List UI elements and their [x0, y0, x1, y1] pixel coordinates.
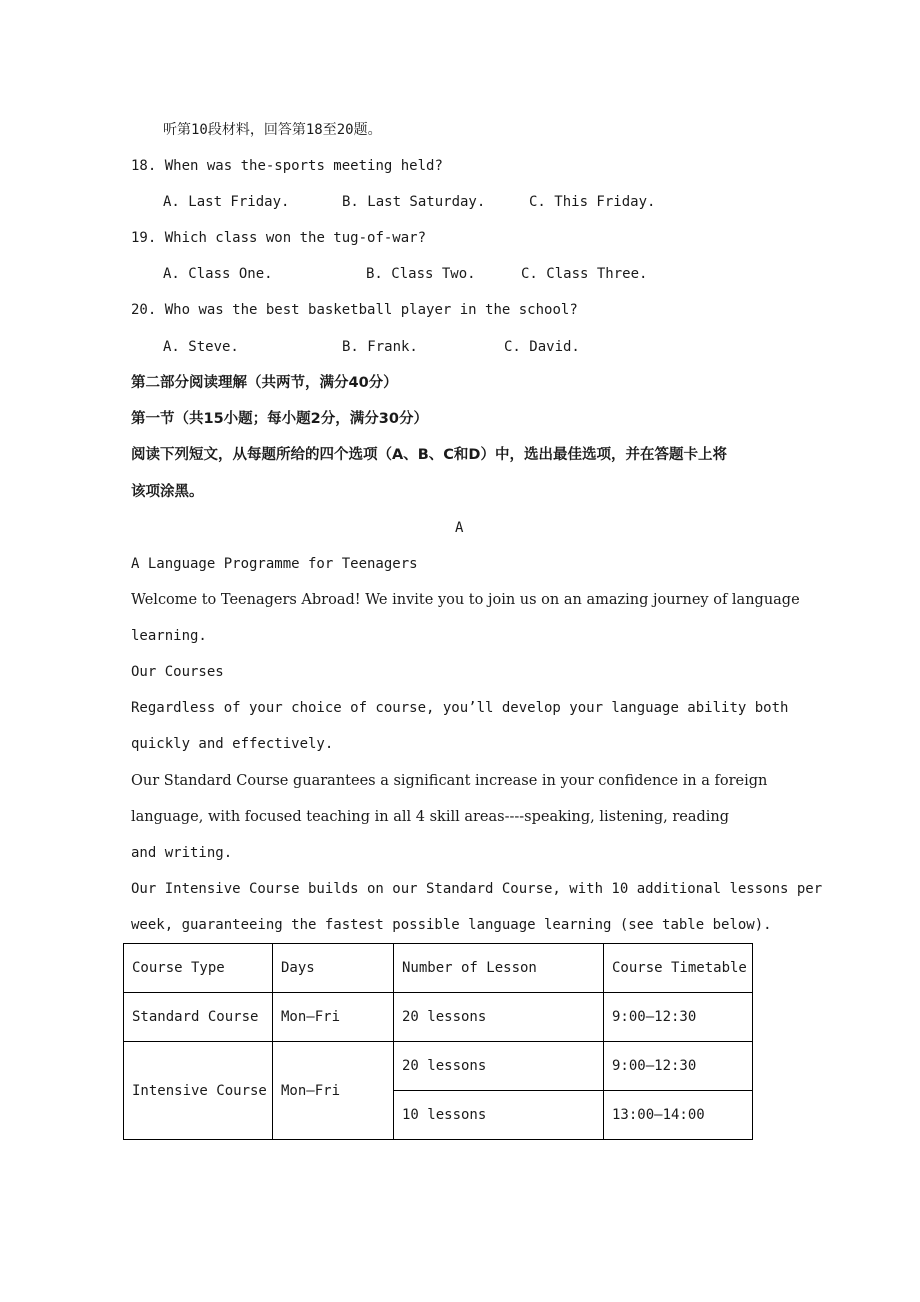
cell-course-type: Intensive Course [124, 1042, 273, 1140]
question-number: 19. [131, 230, 157, 246]
part-title: 第二部分阅读理解（共两节，满分40分） [131, 375, 398, 391]
cell-timetable: 13:00—14:00 [604, 1091, 753, 1140]
cell-lessons: 20 lessons [394, 1042, 604, 1091]
reading-instruction-line1: 阅读下列短文，从每题所给的四个选项（A、B、C和D）中，选出最佳选项，并在答题卡上将 [131, 447, 727, 463]
option-c: C. This Friday. [529, 194, 656, 210]
option-a: A. Steve. [163, 339, 239, 355]
cell-timetable: 9:00—12:30 [604, 1042, 753, 1091]
question-number: 18. [131, 158, 157, 174]
course-table [123, 943, 753, 1140]
p2-line1: Our Standard Course guarantees a significant increase in your confidence in a foreign [131, 773, 768, 789]
p3-line1: Our Intensive Course builds on our Standard Course, with 10 additional lessons per [131, 881, 823, 897]
intro-line2: learning. [131, 628, 207, 644]
reading-instruction-line2: 该项涂黑。 [131, 484, 204, 500]
table-row-standard [124, 993, 753, 1042]
courses-heading: Our Courses [131, 664, 224, 680]
header-course-timetable: Course Timetable [604, 944, 753, 993]
intro-line1: Welcome to Teenagers Abroad! We invite you to join us on an amazing journey of language [131, 592, 800, 608]
cell-lessons: 10 lessons [394, 1091, 604, 1140]
option-a: A. Class One. [163, 266, 273, 282]
question-18 [131, 156, 443, 176]
option-b: B. Class Two. [366, 266, 476, 282]
p1-line1: Regardless of your choice of course, you’ll develop your language ability both [131, 700, 789, 716]
question-text: Which class won the tug-of-war? [164, 230, 427, 246]
section-title: 第一节（共15小题；每小题2分，满分30分） [131, 411, 428, 427]
p3-line2: week, guaranteeing the fastest possible language learning (see table below). [131, 917, 772, 933]
question-19 [131, 228, 426, 248]
option-a: A. Last Friday. [163, 194, 290, 210]
question-text: When was the-sports meeting held? [164, 158, 443, 174]
option-b: B. Last Saturday. [342, 194, 486, 210]
p1-line2: quickly and effectively. [131, 736, 334, 752]
p2-line3: and writing. [131, 845, 233, 861]
option-b: B. Frank. [342, 339, 418, 355]
listening-instruction: 听第10段材料，回答第18至20题。 [163, 122, 382, 138]
question-20 [131, 300, 578, 320]
passage-title: A Language Programme for Teenagers [131, 556, 418, 572]
option-c: C. David. [504, 339, 580, 355]
header-course-type: Course Type [124, 944, 273, 993]
cell-days: Mon—Fri [273, 1042, 394, 1140]
cell-days: Mon—Fri [273, 993, 394, 1042]
option-c: C. Class Three. [521, 266, 648, 282]
cell-course-type: Standard Course [124, 993, 273, 1042]
question-text: Who was the best basketball player in the school? [164, 302, 578, 318]
header-days: Days [273, 944, 394, 993]
table-header-row [124, 944, 753, 993]
p2-line2: language, with focused teaching in all 4 skill areas----speaking, listening, reading [131, 809, 730, 825]
header-number-of-lesson: Number of Lesson [394, 944, 604, 993]
cell-timetable: 9:00—12:30 [604, 993, 753, 1042]
cell-lessons: 20 lessons [394, 993, 604, 1042]
question-number: 20. [131, 302, 157, 318]
table-row-intensive [124, 1042, 753, 1091]
passage-label: A [455, 520, 464, 536]
